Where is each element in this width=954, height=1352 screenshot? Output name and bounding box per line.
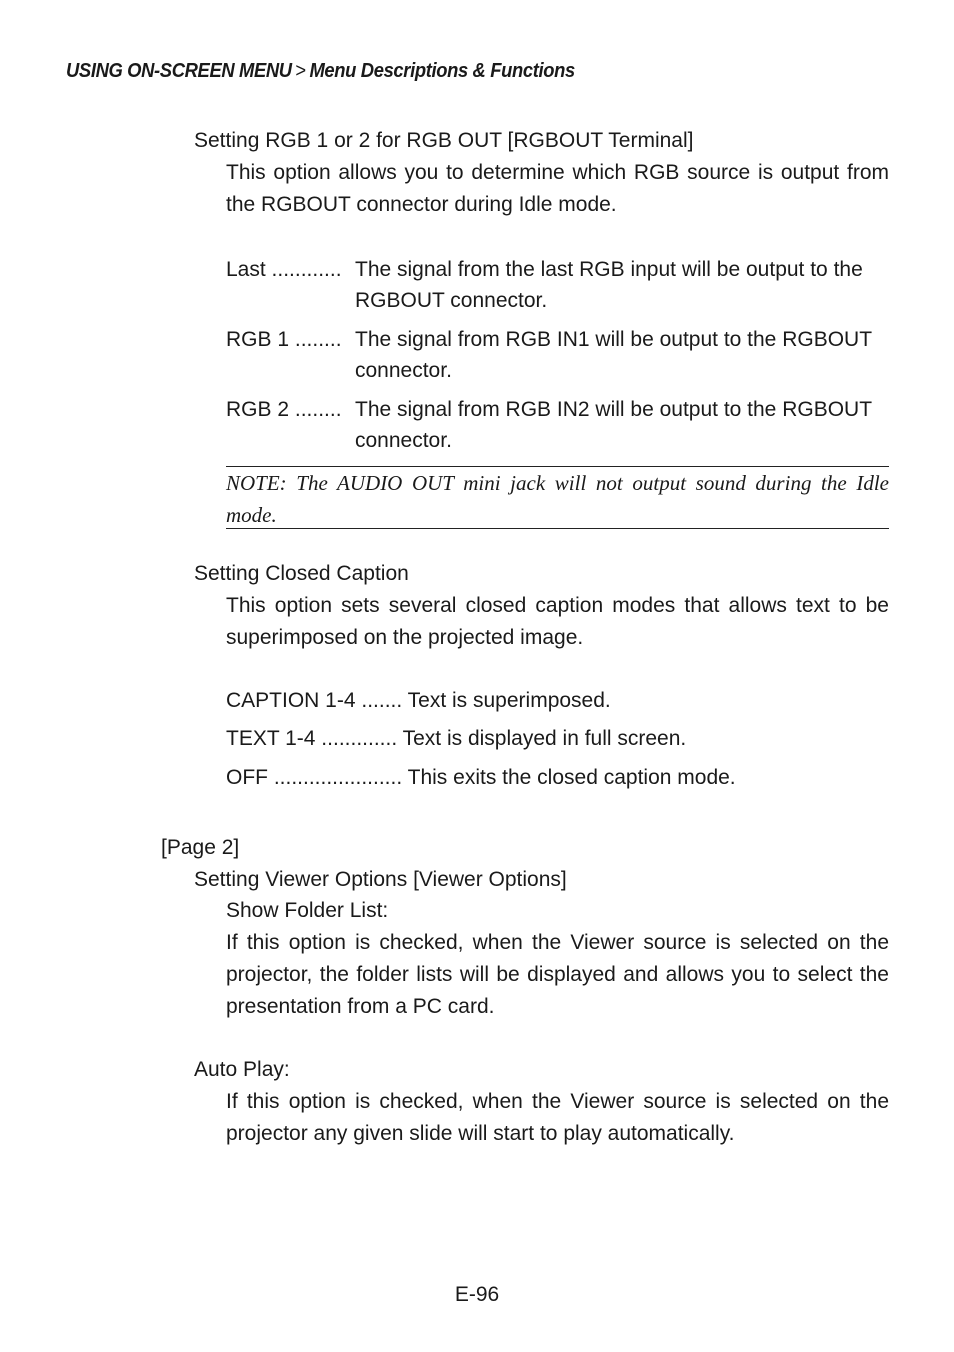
auto-play-title: Auto Play: xyxy=(194,1058,290,1081)
page-header xyxy=(66,60,575,83)
rgbout-description: This option allows you to determine which RGB source is output from the RGBOUT connector during Idle mode. xyxy=(226,161,889,216)
header-subsection: Menu Descriptions & Functions xyxy=(309,60,575,82)
option-text: The signal from RGB IN2 will be output to the RGBOUT connector. xyxy=(355,398,872,452)
page2-label: [Page 2] xyxy=(161,836,240,859)
auto-play-text: If this option is checked, when the Viewer source is selected on the projector any given slide will start to play automatically. xyxy=(226,1090,889,1145)
option-text: The signal from RGB IN1 will be output to the RGBOUT connector. xyxy=(355,328,872,382)
caption-option: CAPTION 1-4 ....... Text is superimposed. xyxy=(226,689,611,712)
rgbout-heading: Setting RGB 1 or 2 for RGB OUT [RGBOUT Terminal] xyxy=(194,129,694,152)
show-folder-list-title: Show Folder List: xyxy=(226,899,389,922)
caption-heading: Setting Closed Caption xyxy=(194,562,409,585)
header-section: USING ON-SCREEN MENU xyxy=(66,60,292,82)
viewer-options-heading: Setting Viewer Options [Viewer Options] xyxy=(194,868,567,891)
header-separator: > xyxy=(295,60,306,82)
option-label: RGB 1 ........ xyxy=(226,328,342,351)
caption-option: OFF ...................... This exits the closed caption mode. xyxy=(226,766,736,789)
page-number: E-96 xyxy=(454,1283,500,1306)
caption-description: This option sets several closed caption modes that allows text to be superimposed on the projected image. xyxy=(226,594,889,649)
option-text: The signal from the last RGB input will be output to the RGBOUT connector. xyxy=(355,258,863,312)
caption-option: TEXT 1-4 ............. Text is displayed in full screen. xyxy=(226,727,687,750)
option-label: RGB 2 ........ xyxy=(226,398,342,421)
audio-out-note: NOTE: The AUDIO OUT mini jack will not output sound during the Idle mode. xyxy=(226,466,889,529)
option-label: Last ............ xyxy=(226,258,342,281)
show-folder-list-text: If this option is checked, when the Viewer source is selected on the projector, the folder lists will be displayed and allows you to select the presentation from a PC card. xyxy=(226,931,889,1018)
